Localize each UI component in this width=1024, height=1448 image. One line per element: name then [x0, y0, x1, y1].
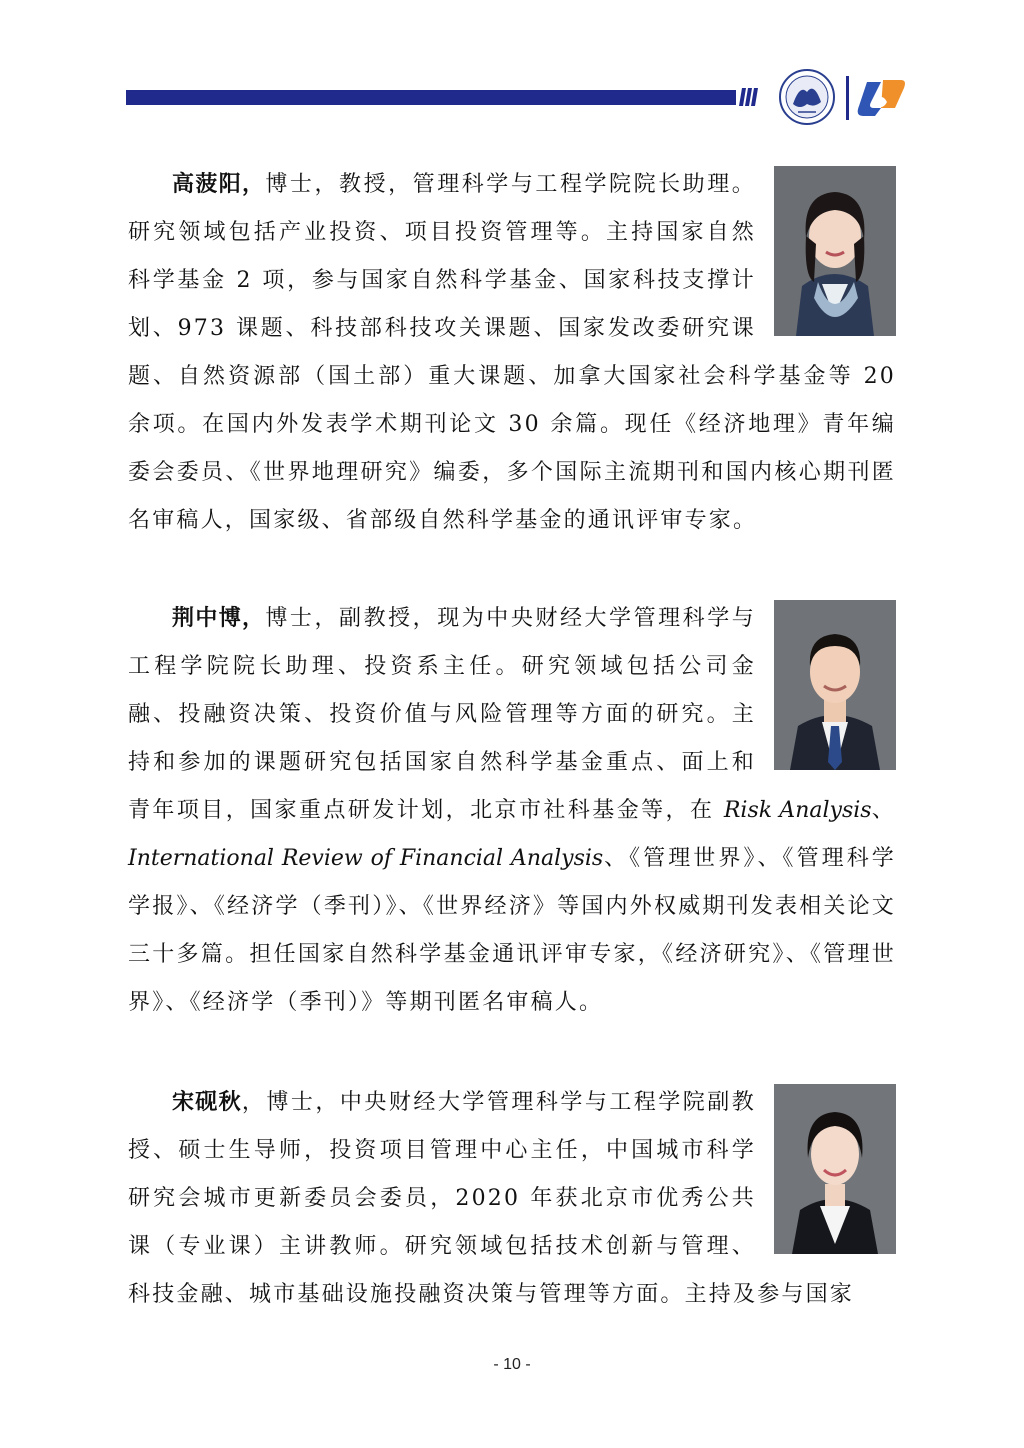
profile-song-yanqiu: [128, 1078, 896, 1319]
profile-name: 高菠阳，: [172, 171, 266, 197]
page-number: - 10 -: [493, 1356, 531, 1373]
profile-gao-boyang: [128, 160, 896, 545]
school-emblem-icon: [857, 74, 907, 120]
separator: 、: [871, 798, 896, 823]
profile-jing-zhongbo: [128, 594, 896, 1027]
journal-title: International Review of Financial Analysis: [128, 846, 604, 871]
header-slashes-decoration: [738, 86, 760, 108]
university-seal-icon: [778, 68, 836, 126]
portrait-photo: [774, 1084, 896, 1254]
profile-bio: ，博士，中央财经大学管理科学与工程学院副教授、硕士生导师，投资项目管理中心主任，中国城市科学研究会城市更新委员会委员，2020 年获北京市优秀公共课（专业课）主讲教师。研究领域包括技术创新与管理、科技金融、城市基础设施投融资决策与管理等方面。主持及参与国家: [128, 1090, 855, 1307]
portrait-photo: [774, 166, 896, 336]
journal-title: Risk Analysis: [723, 798, 872, 823]
profile-bio-part-1: 博士，副教授，现为中央财经大学管理科学与工程学院院长助理、投资系主任。研究领域包括公司金融、投融资决策、投资价值与风险管理等方面的研究。主持和参加的课题研究包括国家自然科学基金重点、面上和青年项目，国家重点研发计划，北京市社科基金等，在: [128, 606, 756, 823]
header-bar: [126, 90, 736, 105]
profile-name: 宋砚秋: [172, 1089, 242, 1115]
profile-bio: 博士，教授，管理科学与工程学院院长助理。研究领域包括产业投资、项目投资管理等。主持国家自然科学基金 2 项，参与国家自然科学基金、国家科技支撑计划、973 课题、科技部科技攻关课题、国家发改委研究课题、自然资源部（国土部）重大课题、加拿大国家社会科学基金等 20 余项。在国内外发表学术期刊论文 30 余篇。现任《经济地理》青年编委会委员、《世界地理研究》编委，多个国际主流期刊和国内核心期刊匿名审稿人，国家级、省部级自然科学基金的通讯评审专家。: [128, 172, 896, 533]
profile-name: 荆中博，: [172, 605, 266, 631]
portrait-photo: [774, 600, 896, 770]
profile-bio-part-2: 、《管理世界》、《管理科学学报》、《经济学（季刊）》、《世界经济》等国内外权威期刊发表相关论文三十多篇。担任国家自然科学基金通讯评审专家，《经济研究》、《管理世界》、《经济学（季刊）》等期刊匿名审稿人。: [128, 846, 896, 1015]
logo-divider: [846, 76, 849, 120]
